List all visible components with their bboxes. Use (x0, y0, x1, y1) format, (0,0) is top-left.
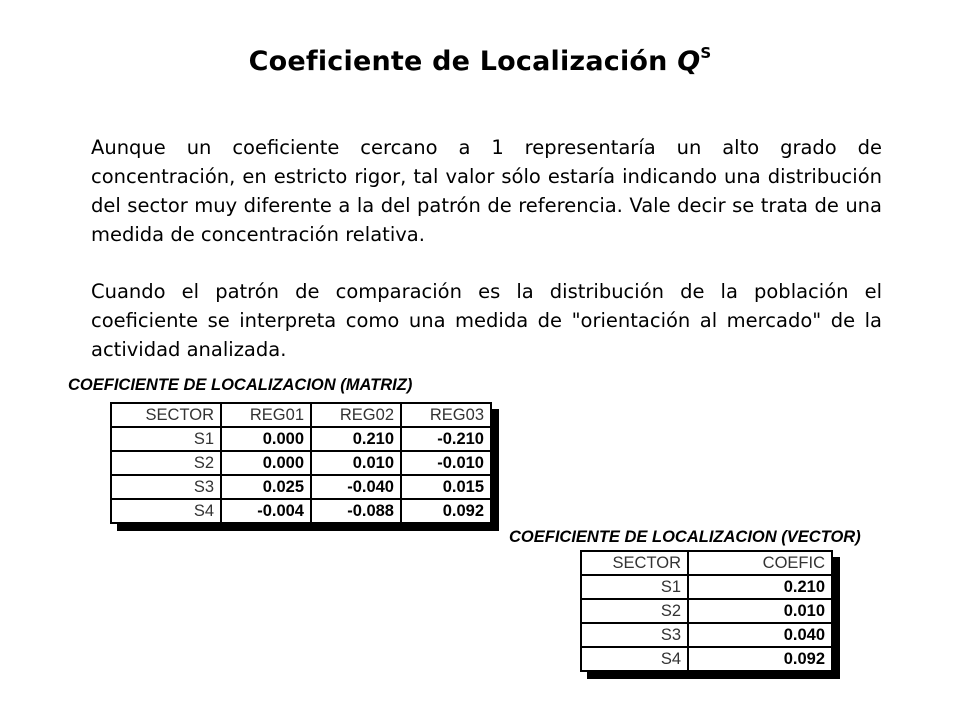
page-title-superscript: S (700, 44, 712, 62)
table-row (581, 575, 832, 599)
sector-cell: S3 (111, 475, 221, 499)
value-cell: 0.210 (688, 575, 832, 599)
page-title-text: Coeficiente de Localización (248, 46, 678, 77)
table-row (581, 623, 832, 647)
vector-header-cell: SECTOR (581, 551, 688, 575)
vector-table-container (580, 550, 833, 672)
matrix-header-cell: REG03 (401, 403, 491, 427)
value-cell: 0.040 (688, 623, 832, 647)
paragraph-relative-concentration: Aunque un coeficiente cercano a 1 representaría un alto grado de concentración, en estricto rigor, tal valor sólo estaría indicando una distribución del sector muy diferente a la del patrón de referencia. Vale decir se trata de una medida de concentración relativa. (91, 136, 882, 246)
table-row (111, 427, 491, 451)
matrix-header-cell: SECTOR (111, 403, 221, 427)
vector-table (580, 550, 833, 672)
value-cell: -0.040 (311, 475, 401, 499)
vector-header-row (581, 551, 832, 575)
table-row (581, 647, 832, 671)
vector-header-cell: COEFIC (688, 551, 832, 575)
value-cell: 0.210 (311, 427, 401, 451)
value-cell: 0.010 (688, 599, 832, 623)
value-cell: -0.004 (221, 499, 311, 523)
vector-table-title: COEFICIENTE DE LOCALIZACION (VECTOR) (509, 528, 861, 546)
value-cell: 0.025 (221, 475, 311, 499)
value-cell: 0.092 (401, 499, 491, 523)
sector-cell: S1 (581, 575, 688, 599)
sector-cell: S4 (111, 499, 221, 523)
table-row (111, 451, 491, 475)
matrix-table-title: COEFICIENTE DE LOCALIZACION (MATRIZ) (68, 376, 413, 394)
sector-cell: S3 (581, 623, 688, 647)
value-cell: 0.000 (221, 451, 311, 475)
value-cell: -0.010 (401, 451, 491, 475)
value-cell: 0.015 (401, 475, 491, 499)
paragraph-market-orientation: Cuando el patrón de comparación es la distribución de la población el coeficiente se interpreta como una medida de "orientación al mercado" de la actividad analizada. (91, 280, 882, 361)
value-cell: -0.210 (401, 427, 491, 451)
value-cell: 0.010 (311, 451, 401, 475)
page-title (0, 46, 960, 77)
page-title-q: Q (677, 46, 701, 77)
value-cell: -0.088 (311, 499, 401, 523)
table-row (111, 499, 491, 523)
table-row (581, 599, 832, 623)
sector-cell: S2 (581, 599, 688, 623)
matrix-table (110, 402, 492, 524)
table-row (111, 475, 491, 499)
value-cell: 0.092 (688, 647, 832, 671)
sector-cell: S4 (581, 647, 688, 671)
sector-cell: S1 (111, 427, 221, 451)
sector-cell: S2 (111, 451, 221, 475)
matrix-header-row (111, 403, 491, 427)
matrix-header-cell: REG02 (311, 403, 401, 427)
matrix-header-cell: REG01 (221, 403, 311, 427)
matrix-table-container (110, 402, 492, 524)
value-cell: 0.000 (221, 427, 311, 451)
